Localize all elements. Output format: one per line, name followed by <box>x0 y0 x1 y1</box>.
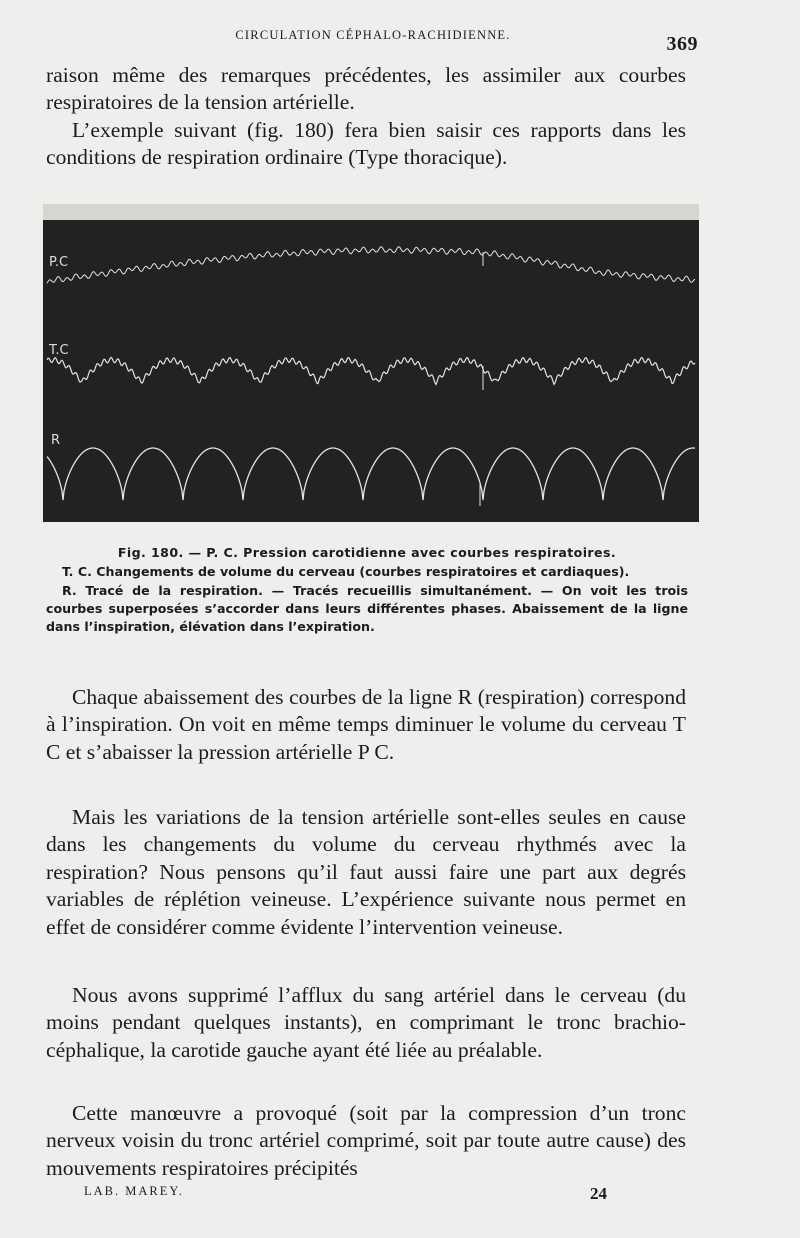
caption-title: Fig. 180. — P. C. Pression carotidienne avec courbes respiratoires. <box>117 545 617 560</box>
trace-label-tc: T.C <box>49 343 69 358</box>
trace-label-pc: P.C <box>49 255 69 270</box>
opening-paragraph: raison même des remarques précédentes, les assimiler aux courbes respiratoires de la tension artérielle. <box>46 63 686 115</box>
tracing-plate <box>43 204 699 522</box>
body-paragraph-2: Mais les variations de la tension artérielle sont-elles seules en cause dans les changements du volume du cerveau rhythmés avec la respiration? Nous pensons qu’il faut aussi faire une part aux degrés variables de réplétion veineuse. L’expérience suivante nous permet en effet de considérer comme évidente l’intervention veineuse. <box>46 805 686 939</box>
page-number: 369 <box>666 33 698 55</box>
body-paragraph-3: Nous avons supprimé l’afflux du sang artériel dans le cerveau (du moins pendant quelques instants), en comprimant le tronc brachio-céphalique, la carotide gauche ayant été liée au préalable. <box>46 983 686 1062</box>
body-paragraph-1: Chaque abaissement des courbes de la ligne R (respiration) correspond à l’inspiration. On voit en même temps diminuer le volume du cerveau T C et s’abaisser la pression artérielle P C. <box>46 685 686 764</box>
figure-180-tracings <box>43 204 699 522</box>
caption-r: R. Tracé de la respiration. — Tracés recueillis simultanément. — On voit les trois courbes superposées s’accorder dans leurs différentes phases. Abaissement de la ligne dans l’inspiration, élévation dans l’expiration. <box>46 583 688 635</box>
body-paragraph-4: Cette manœuvre a provoqué (soit par la compression d’un tronc nerveux voisin du tronc artériel comprimé, soit par toute autre cause) des mouvements respiratoires précipités <box>46 1101 686 1180</box>
footer-lab: LAB. MAREY. <box>84 1184 184 1198</box>
caption-tc: T. C. Changements de volume du cerveau (courbes respiratoires et cardiaques). <box>62 564 630 579</box>
footer-signature: 24 <box>590 1184 607 1203</box>
trace-label-r: R <box>51 433 61 448</box>
intro-paragraph: L’exemple suivant (fig. 180) fera bien saisir ces rapports dans les conditions de respiration ordinaire (Type thoracique). <box>46 118 686 170</box>
running-head: CIRCULATION CÉPHALO-RACHIDIENNE. <box>235 28 511 42</box>
